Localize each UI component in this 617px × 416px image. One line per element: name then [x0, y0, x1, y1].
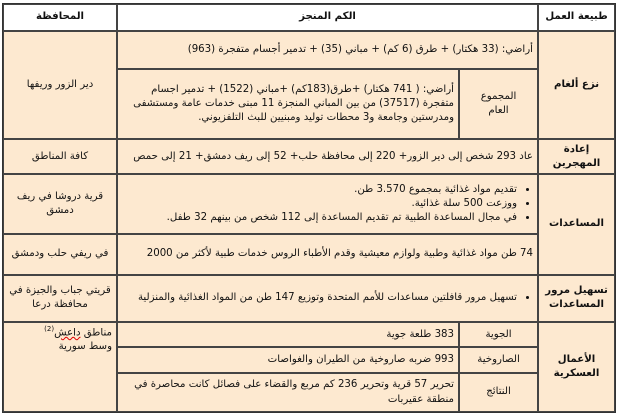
header-governorate: المحافظة [3, 4, 117, 31]
demining-total: أراضي: ( 741 هكتار) +طرق(183كم) +مباني (1522) + تدمير اجسام متفجرة (37517) من بين المباني المنجزة 11 مبنى خدمات عامة ومستشفى ومدرستين وجامعة و3 محطات توليد ومبنيين للبث التلفزيوني. [117, 69, 459, 140]
displaced-row [3, 139, 615, 174]
military-value-missile: 993 ضربه صاروخية من الطيران والغواصات [117, 347, 459, 373]
military-governorate-a: مناطق [83, 327, 112, 339]
summary-table [2, 3, 616, 413]
total-label-line-1: المجموع [480, 90, 517, 102]
passage-item: • تسهيل مرور قافلتين مساعدات للأمم المتحدة وتوزيع 147 طن من المواد الغذائية والمنزلية [122, 291, 517, 305]
passage-governorate: قريتي جباب والجيزة في محافظة درعا [3, 275, 117, 322]
aid-text-2: 74 طن مواد غذائية وطبية ولوازم معيشية وقدم الأطباء الروس خدمات طبية لأكثر من 2000 [117, 234, 538, 275]
footnote-marker: (2) [44, 324, 55, 333]
total-label-line-2: العام [488, 104, 509, 116]
military-category: الأعمال العسكرية [538, 322, 615, 412]
military-governorate [3, 322, 117, 412]
passage-list [122, 291, 533, 305]
aid-row-1 [3, 174, 615, 233]
displaced-text: عاد 293 شخص إلى دير الزور+ 220 إلى محافظة حلب+ 52 إلى ريف دمشق+ 21 إلى حمص [117, 139, 538, 174]
military-value-air: 383 طلعة جوية [117, 322, 459, 348]
military-label-air: الجوية [459, 322, 538, 348]
demining-total-label [459, 69, 538, 140]
military-value-results: تحرير 57 قرية وتحرير 236 كم مربع والقضاء على فصائل كانت محاصرة في منطقة عقيربات [117, 373, 459, 412]
displaced-category: إعادة المهجرين [538, 139, 615, 174]
military-label-missile: الصاروخية [459, 347, 538, 373]
demining-row-1 [3, 31, 615, 69]
header-nature: طبيعة العمل [538, 4, 615, 31]
military-label-results: النتائج [459, 373, 538, 412]
aid-item-1: • تقديم مواد غذائية بمجموع 3.570 طن. [122, 183, 517, 197]
passage-category: تسهيل مرور المساعدات [538, 275, 615, 322]
displaced-governorate: كافة المناطق [3, 139, 117, 174]
military-governorate-c: وسط سورية [58, 341, 112, 353]
aid-item-3: • في مجال المساعدة الطبية تم تقديم المساعدة إلى 112 شخص من بينهم 32 طفل. [122, 211, 517, 225]
military-row-1 [3, 322, 615, 348]
header-amount: الكم المنجز [117, 4, 538, 31]
demining-category: نزع ألغام [538, 31, 615, 140]
passage-cell [117, 275, 538, 322]
military-governorate-b: داعش [54, 327, 81, 339]
demining-governorate: دير الزور وريفها [3, 31, 117, 140]
header-row [3, 4, 615, 31]
aid-list [122, 183, 533, 225]
passage-row [3, 275, 615, 322]
aid-item-2: • ووزعت 500 سلة غذائية. [122, 197, 517, 211]
aid-governorate-2: في ريفي حلب ودمشق [3, 234, 117, 275]
aid-category: المساعدات [538, 174, 615, 274]
aid-list-cell [117, 174, 538, 233]
aid-governorate-1: قرية دروشا في ريف دمشق [3, 174, 117, 233]
aid-row-2 [3, 234, 615, 275]
demining-partial: أراضي: (33 هكتار) + طرق (6 كم) + مباني (35) + تدمير أجسام متفجرة (963) [117, 31, 538, 69]
